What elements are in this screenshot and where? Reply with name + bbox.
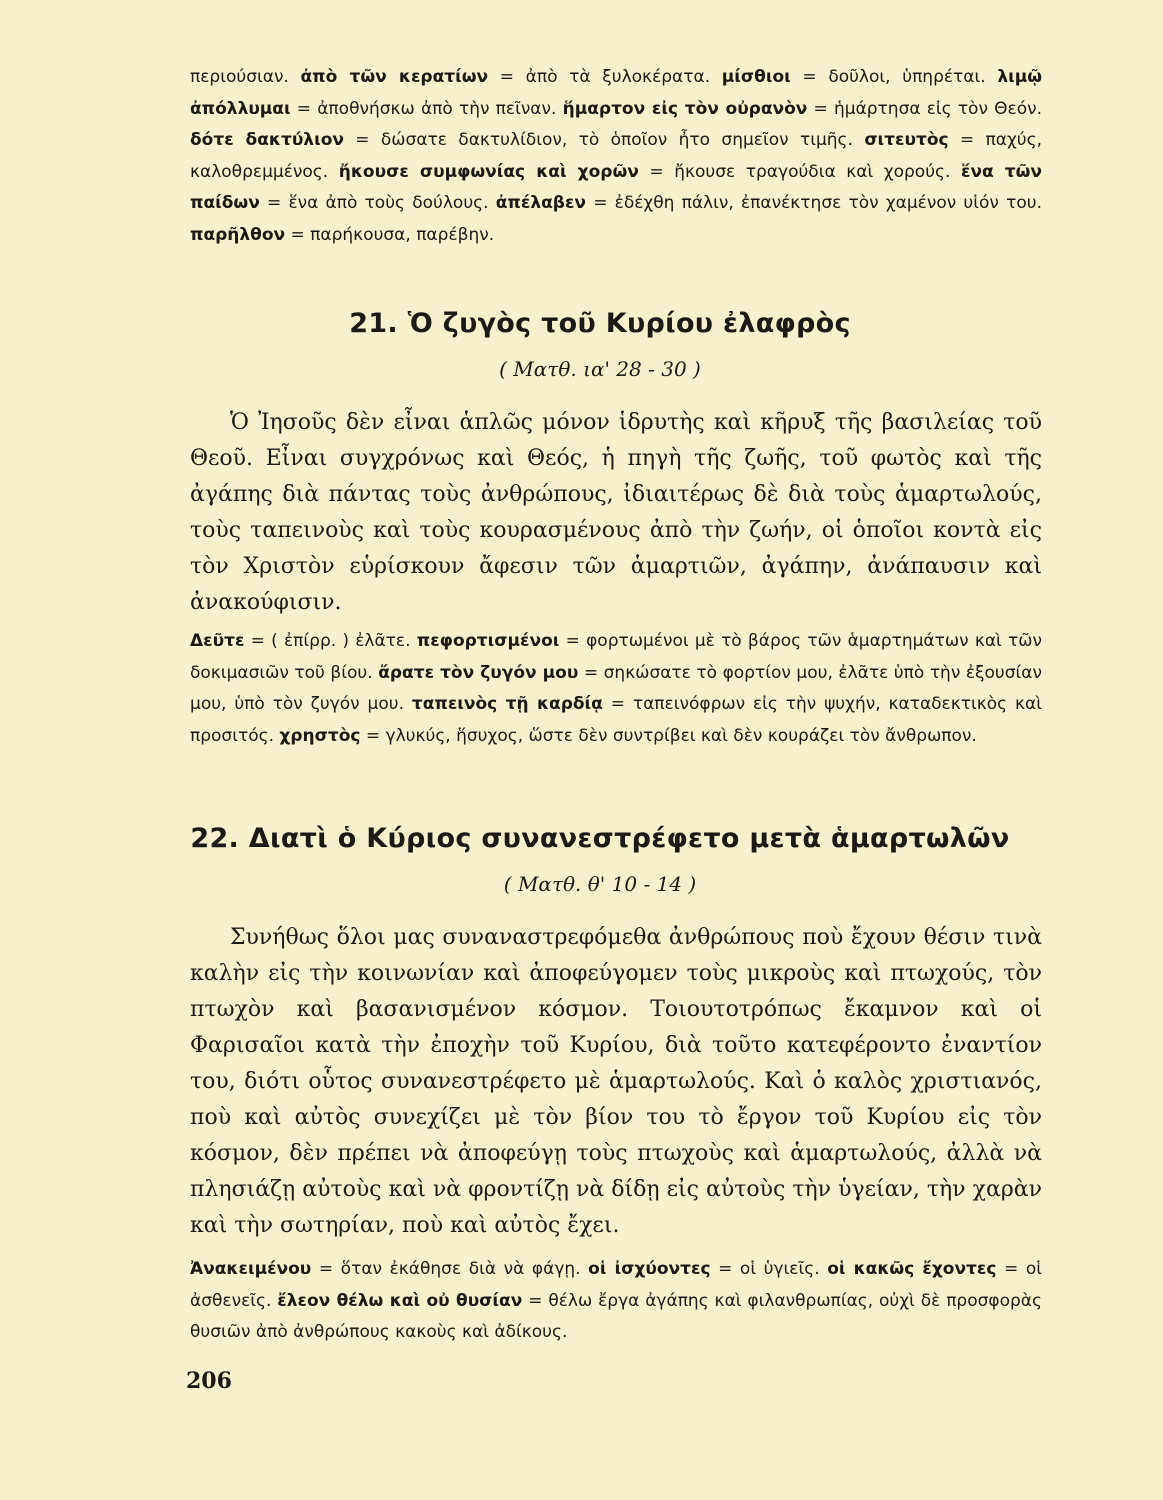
note-run: = γλυκύς, ἥσυχος, ὥστε δὲν συντρίβει καὶ δὲν κουράζει τὸν ἄνθρωπον. [360, 725, 977, 746]
section-22-paragraph: Συνήθως ὅλοι μας συναναστρεφόμεθα ἀνθρώπους ποὺ ἔχουν θέσιν τινὰ καλὴν εἰς τὴν κοινωνίαν καὶ ἀποφεύγομεν τοὺς μικροὺς καὶ πτωχούς, τὸν πτωχὸν καὶ βασανισμένον κόσμον. Τοιουτοτρόπως ἔκαμνον καὶ οἱ Φαρισαῖοι κατὰ τὴν ἐποχὴν τοῦ Κυρίου, διὰ τοῦτο κατεφέροντο ἐναντίον του, διότι οὗτος συνανεστρέφετο μὲ ἁμαρτωλούς. Καὶ ὁ καλὸς χριστιανός, ποὺ καὶ αὐτὸς συνεχίζει μὲ τὸν βίον του τὸ ἔργον τοῦ Κυρίου εἰς τὸν κόσμον, δὲν πρέπει νὰ ἀποφεύγῃ τοὺς πτωχοὺς καὶ ἁμαρτωλούς, ἀλλὰ νὰ πλησιάζῃ αὐτοὺς καὶ νὰ φροντίζῃ νὰ δίδῃ εἰς αὐτοὺς τὴν ὑγείαν, τὴν χαρὰν καὶ τὴν σωτηρίαν, ποὺ καὶ αὐτὸς ἔχει. [190, 925, 1042, 1238]
note-run: = δώσατε δακτυλίδιον, τὸ ὁποῖον ἦτο σημεῖον τιμῆς. [343, 130, 865, 150]
section-21-notes [190, 626, 1042, 752]
note-term: ἔλεον θέλω καὶ οὐ θυσίαν [277, 1290, 523, 1311]
section-22-notes [190, 1254, 1042, 1349]
note-run: = ἕνα ἀπὸ τοὺς δούλους. [259, 193, 496, 213]
note-term: σιτευτὸς [864, 130, 949, 150]
note-run: = οἱ ὑγιεῖς. [710, 1259, 828, 1279]
note-term: ἀπὸ τῶν κερατίων [300, 67, 489, 87]
notes-top [190, 62, 1042, 251]
section-22-reference: ( Ματθ. θ' 10 - 14 ) [503, 872, 697, 896]
note-run: περιούσιαν. [190, 67, 301, 87]
note-run: = ἀπὸ τὰ ξυλοκέρατα. [488, 67, 722, 87]
note-run: = ὅταν ἐκάθησε διὰ νὰ φάγῃ. [311, 1259, 589, 1279]
note-term: δότε δακτύλιον [190, 130, 344, 150]
note-run: = παχύς, καλοθρεμμένος. [190, 130, 1043, 182]
note-term: ἕνα τῶν παίδων [190, 161, 1042, 213]
section-22-heading: 22. Διατὶ ὁ Κύριος συνανεστρέφετο μετὰ ἁμαρτωλῶν [190, 823, 1010, 854]
note-term: Ἀνακειμένου [190, 1259, 312, 1279]
note-run: = ἤκουσε τραγούδια καὶ χορούς. [638, 161, 961, 182]
section-21-body [190, 405, 1042, 621]
note-run: = φορτωμένοι μὲ τὸ βάρος τῶν ἁμαρτημάτων καὶ τῶν δοκιμασιῶν τοῦ βίου. [190, 631, 1042, 683]
note-run: = ἐδέχθη πάλιν, ἐπανέκτησε τὸν χαμένον υἱόν του. [586, 193, 1042, 213]
note-run: = παρήκουσα, παρέβην. [285, 224, 495, 245]
note-term: οἱ κακῶς ἔχοντες [827, 1259, 997, 1279]
note-term: χρηστὸς [279, 725, 361, 746]
note-term: λιμῷ ἀπόλλυμαι [190, 67, 1042, 119]
section-21-heading: 21. Ὁ ζυγὸς τοῦ Κυρίου ἐλαφρὸς [349, 308, 851, 339]
note-term: ἀπέλαβεν [495, 193, 586, 213]
note-term: ἤκουσε συμφωνίας καὶ χορῶν [338, 161, 639, 182]
note-term: ταπεινὸς τῇ καρδίᾳ [411, 694, 603, 714]
note-run: = ἡμάρτησα εἰς τὸν Θεόν. [807, 98, 1042, 119]
note-run: = οἱ ἀσθενεῖς. [190, 1259, 1042, 1311]
note-run: = σηκώσατε τὸ φορτίον μου, ἐλᾶτε ὑπὸ τὴν ἐξουσίαν μου, ὑπὸ τὸν ζυγόν μου. [190, 662, 1042, 714]
note-run: = θέλω ἔργα ἀγάπης καὶ φιλανθρωπίας, οὐχὶ δὲ προσφορὰς θυσιῶν ἀπὸ ἀνθρώπους κακοὺς καὶ ἀδίκους. [190, 1290, 1042, 1342]
section-21-reference: ( Ματθ. ια' 28 - 30 ) [499, 357, 701, 381]
note-term: πεφορτισμένοι [416, 631, 560, 651]
note-run: = δοῦλοι, ὑπηρέται. [790, 67, 998, 87]
note-term: παρῆλθον [190, 224, 286, 245]
section-22-body [190, 920, 1042, 1244]
note-term: μίσθιοι [721, 67, 791, 87]
note-term: οἱ ἰσχύοντες [588, 1259, 711, 1279]
note-term: ἄρατε τὸν ζυγόν μου [378, 662, 579, 683]
note-term: ἥμαρτον εἰς τὸν οὐρανὸν [562, 98, 808, 119]
note-term: Δεῦτε [190, 631, 245, 651]
note-run: = ( ἐπίρρ. ) ἐλᾶτε. [244, 631, 417, 651]
note-run: = ταπεινόφρων εἰς τὴν ψυχήν, καταδεκτικὸς καὶ προσιτός. [190, 694, 1042, 746]
page-number: 206 [186, 1368, 232, 1394]
section-21-paragraph: Ὁ Ἰησοῦς δὲν εἶναι ἁπλῶς μόνον ἱδρυτὴς καὶ κῆρυξ τῆς βασιλείας τοῦ Θεοῦ. Εἶναι συγχρόνως καὶ Θεός, ἡ πηγὴ τῆς ζωῆς, τοῦ φωτὸς καὶ τῆς ἀγάπης διὰ πάντας τοὺς ἀνθρώπους, ἰδιαιτέρως δὲ διὰ τοὺς ἁμαρτωλούς, τοὺς ταπεινοὺς καὶ τοὺς κουρασμένους ἀπὸ τὴν ζωήν, οἱ ὁποῖοι κοντὰ εἰς τὸν Χριστὸν εὑρίσκουν ἄφεσιν τῶν ἁμαρτιῶν, ἀγάπην, ἀνάπαυσιν καὶ ἀνακούφισιν. [190, 410, 1042, 615]
note-run: = ἀποθνήσκω ἀπὸ τὴν πεῖναν. [290, 98, 563, 119]
